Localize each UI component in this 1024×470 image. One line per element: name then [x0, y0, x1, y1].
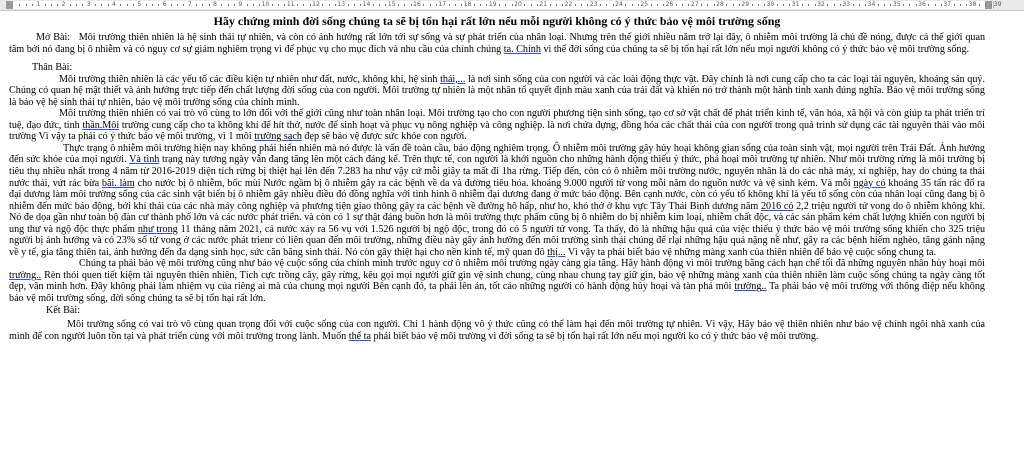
than-bai-paragraph-3: [9, 143, 985, 258]
ruler-dot: [101, 4, 102, 6]
ruler-dot: [385, 4, 386, 6]
spell-mark: thị...: [547, 246, 566, 258]
mo-bai-label: Mở Bài:: [36, 32, 71, 43]
ruler-dot: [322, 4, 323, 6]
ruler-dot: [329, 4, 330, 6]
ruler-dot: [935, 4, 936, 6]
ruler-dot: [682, 4, 683, 6]
ruler-number: 6: [162, 1, 167, 8]
ruler-dot: [19, 4, 20, 6]
ruler-dot: [234, 4, 235, 6]
ruler-number: 5: [137, 1, 142, 8]
ruler-dot: [707, 4, 708, 6]
ruler-left-indent-marker[interactable]: [6, 1, 13, 9]
ruler-dot: [884, 4, 885, 6]
ruler-dot: [777, 4, 778, 6]
ruler-dot: [632, 4, 633, 6]
ruler-dot: [26, 4, 27, 6]
ruler-dot: [171, 4, 172, 6]
ruler-number: 1: [36, 1, 41, 8]
ruler-dot: [966, 4, 967, 6]
ruler-dot: [701, 4, 702, 6]
ruler-number: 3: [86, 1, 91, 8]
p4-text-b: Rèn thói quen tiết kiệm tài nguyên thiên nhiên, Tích cực trồng cây, gây rừng, kêu gọi mọi người giữ gìn vệ sinh chung, cùng nhau chung tay giữ gìn, bảo vệ những màng xanh của thiên nhiên làm cuộc sống chúng ta ngày càng tốt đẹp, văn minh hơn. Đây không phải làm nhiệm vụ của riêng ai mà của chung mọi người Bên cạnh đó, ta phải lên án, tốt cáo những người có hành động hủy hoại và tàn phá môi: [9, 269, 986, 293]
ruler-number: 8: [213, 1, 217, 8]
ruler-number: 38: [968, 1, 977, 8]
spell-mark: như trong: [137, 223, 178, 235]
ruler-dot: [827, 4, 828, 6]
ruler-number: 4: [112, 1, 116, 8]
ruler-dot: [600, 4, 601, 6]
ruler-dot: [562, 4, 563, 6]
document-page[interactable]: [9, 14, 985, 342]
ruler-dot: [979, 4, 980, 6]
ruler-number: 36: [918, 1, 926, 8]
ruler-dot: [430, 4, 431, 6]
p1-text-b: là nơi sinh sống của con người và các loài động thực vật. Đây chính là nơi cung cấp cho ta các loại tài nguyên, khoáng sản quý. Chúng có quan hệ mật thiết và ảnh hưởng trực tiếp đến chất lượng đời sống của con người. Môi trường tự nhiên là một nhân tố quyết định màu xanh của trái đất và khiến nó trở thành một hành tinh xanh đúng nghĩa. Bảo vệ môi trường sống là bảo vệ hệ sinh thái tự nhiên, bảo vệ môi trường sống của chính mình.: [9, 73, 985, 108]
p3-text-e: 2,2 triệu người tử vong do ô nhiễm không khí. Nó đe dọa gần như toàn bộ đàn cư thành phố lớn và các nước phát triển. và còn có 1 sự thật đáng buồn hơn là môi trường thực phẩm cũng bị ô nhiễm do bị nhiễm kim loại, nhiễm chất độc, và các sản phẩm kém chất lượng khiến con người bị ung thư và ngộ độc thực phẩm: [9, 200, 986, 235]
ruler-dot: [941, 4, 942, 6]
ruler-dot: [423, 4, 424, 6]
ruler-number: 30: [766, 1, 775, 8]
ruler-dot: [480, 4, 481, 6]
ruler-number: 7: [187, 1, 192, 8]
ruler-dot: [550, 4, 551, 6]
ruler-dot: [890, 4, 891, 6]
ruler-dot: [556, 4, 557, 6]
ruler-dot: [259, 4, 260, 6]
spell-mark: Và tình: [129, 154, 160, 166]
ruler-dot: [57, 4, 58, 6]
p3-text-a: Thực trạng ô nhiễm môi trường hiện nay không phải hiển nhiên mà nó được là vấn đề toàn cầu, báo động nghiêm trọng. Ô nhiễm môi trường gây hủy hoại không gian sống của toàn sinh vật, mọi người trên Trái Đất. Ảnh hưởng đến sức khỏe của mọi người.: [9, 142, 985, 166]
ruler-dot: [82, 4, 83, 6]
ruler-dot: [284, 4, 285, 6]
horizontal-ruler: [0, 0, 1024, 11]
ruler-number: 28: [716, 1, 724, 8]
mo-bai-paragraph: [9, 32, 985, 55]
p3-text-d: khoảng 35 tấn rác đổ ra đại dương làm môi trường sống của các sinh vật biển bị ô nhiễm gây nhiều điều đó đồng nghĩa với tình hình ô nhiễm đại dương đang ở mức báo động. Bên cạnh nước, còn có yếu tố không khí là yếu tố sống còn của nhân loại cũng đang bị ô nhiễm đến mức báo động, bởi khí thải của các nhà máy công nghiệp và phương tiện giao thông gây ra các bệnh về đường hô hấp, như ho, khó thở ở khu vực Tây Thái Bình dương năm: [9, 177, 986, 212]
ruler-dot: [152, 4, 153, 6]
ruler-dot: [486, 4, 487, 6]
ruler-dot: [954, 4, 955, 6]
than-bai-heading: [9, 62, 985, 74]
ruler-dot: [733, 4, 734, 6]
ruler-dot: [455, 4, 456, 6]
ruler-number: 22: [564, 1, 573, 8]
ruler-number: 13: [337, 1, 346, 8]
ruler-number: 17: [438, 1, 447, 8]
than-bai-paragraph-4: [9, 258, 985, 304]
ruler-dot: [278, 4, 279, 6]
ruler-dot: [146, 4, 147, 6]
p3-text-b: trạng này tương ngày vẫn đang tăng lên một cách đáng kể. Trên thực tế, con người là khởi nguồn cho những hành động thiếu ý thức, phá hoại môi trường tự nhiên. Như môi trường rừng là môi trường bị tiêu thụ nhiều nhất trong 4 năm từ 2016-2019 diện tích rừng bị thiệt hại lên đến 7.283 ha như vậy cứ mỗi giây ta mất đi 1ha rừng. Tiếp đến, còn có ô nhiễm môi trường nước, nguyên nhân là do các nhà máy, xí nghiệp, hay do chúng ta thải nước thải, vứt rác bừa: [9, 154, 986, 189]
ruler-dot: [840, 4, 841, 6]
ruler-number: 27: [690, 1, 699, 8]
spell-mark: ngày có: [853, 177, 886, 189]
ruler-number: 15: [387, 1, 396, 8]
ruler-number: 33: [842, 1, 851, 8]
than-bai-paragraph-2: [9, 108, 985, 143]
ruler-number: 11: [286, 1, 295, 8]
ruler-dot: [209, 4, 210, 6]
ruler-dot: [360, 4, 361, 6]
ruler-number: 29: [741, 1, 750, 8]
ruler-dot: [183, 4, 184, 6]
ruler-dot: [505, 4, 506, 6]
document-title: Hãy chứng minh đời sống chúng ta sẽ bị tổn hại rất lớn nếu mỗi người không có ý thức bảo vệ môi trường sống: [213, 14, 781, 28]
ket-bai-text-b: phải biết bảo vệ môi trường vì đời sống ta sẽ bị tổn hại rất lớn nếu mọi người ko có ý thức bảo vệ môi trường.: [373, 330, 819, 342]
ruler-dot: [253, 4, 254, 6]
ruler-dot: [613, 4, 614, 6]
ruler-dot: [76, 4, 77, 6]
ruler-dot: [45, 4, 46, 6]
p3-text-g: Vì vậy ta phải biết bảo vệ những màng xanh của thiên nhiên để bảo vệ cuộc sống chung ta.: [567, 246, 937, 258]
ruler-dot: [398, 4, 399, 6]
ruler-number: 14: [362, 1, 371, 8]
spell-mark: trường..: [9, 269, 42, 281]
ruler-dot: [404, 4, 405, 6]
ruler-number: 34: [867, 1, 876, 8]
p3-text-c: cho nước bị ô nhiễm, bốc mùi Nước ngầm bị ô nhiễm gây ra các bệnh về da và đường tiêu hóa. khoảng 9.000 người tử vong mỗi năm do nguồn nước và vệ sinh kém. Và mỗi: [137, 177, 851, 189]
ruler-dot: [95, 4, 96, 6]
ruler-dot: [752, 4, 753, 6]
ket-bai-label: Kết Bài:: [46, 304, 81, 316]
p3-text-f: 11 tháng năm 2021, cả nước xảy ra 56 vụ với 1.526 người bị ngộ độc, trong đó có 5 người tử vong. Ta thấy, đó là những hậu quả của việc thiếu ý thức bảo vệ môi trường sống khiến cho 325 triệu người bị ảnh hưởng và có 23% số tử vong ở các nước phát trienr có liên quan đến môi trường, những điều này gây ảnh hưởng đến môi trường sinh thái chúng để rlại những hậu quả nặng nề như, gây ra các bệnh hiểm nghèo, tăng gánh nặng về y tế, gia tăng thiên tai, ảnh hưởng đến đa dạng sinh học, sức căn băng sinh thái. Nó còn gây thiệt hại cho nền kinh tế, mỹ quan đô: [9, 223, 986, 258]
ruler-number: 16: [413, 1, 421, 8]
ket-bai-paragraph: [9, 319, 985, 342]
ruler-dot: [853, 4, 854, 6]
ruler-dot: [70, 4, 71, 6]
ruler-dot: [297, 4, 298, 6]
ruler-dot: [638, 4, 639, 6]
ruler-dot: [865, 4, 866, 6]
ruler-number: 9: [238, 1, 243, 8]
ruler-dot: [909, 4, 910, 6]
ruler-dot: [537, 4, 538, 6]
ruler-dot: [310, 4, 311, 6]
ruler-dot: [158, 4, 159, 6]
ruler-dot: [651, 4, 652, 6]
ruler-dot: [739, 4, 740, 6]
ruler-number: 10: [261, 1, 270, 8]
ruler-dot: [461, 4, 462, 6]
ruler-dot: [581, 4, 582, 6]
p4-text-a: Chúng ta phải bảo vệ môi trường cũng như bảo vệ cuộc sống của chính mình trước nguy cơ ô nhiễm môi trường ngày càng gia tăng. Hãy hành động vì môi trường bằng cách hạn chế tối đã những nguyên nhân hủy hoại môi: [79, 258, 985, 270]
ruler-dot: [985, 4, 986, 6]
ruler-dot: [202, 4, 203, 6]
ruler-number: 37: [943, 1, 952, 8]
ruler-dot: [228, 4, 229, 6]
ruler-dot: [726, 4, 727, 6]
ruler-number: 35: [892, 1, 901, 8]
ruler-dot: [272, 4, 273, 6]
ruler-dot: [499, 4, 500, 6]
ruler-number: 25: [640, 1, 649, 8]
ruler-dot: [657, 4, 658, 6]
mo-bai-text-b: vì thế đời sống của chúng ta sẽ bị tổn hại rất lớn nếu mọi người không có ý thức bảo vệ môi trường sống.: [543, 43, 970, 55]
ruler-number: 23: [589, 1, 598, 8]
ruler-dot: [815, 4, 816, 6]
spell-mark: trường sạch: [254, 131, 302, 143]
ruler-dot: [373, 4, 374, 6]
ruler-dot: [859, 4, 860, 6]
spell-mark: bãi. làm: [101, 177, 135, 189]
ruler-number: 12: [312, 1, 320, 8]
ruler-number: 18: [463, 1, 472, 8]
spell-mark: trường..: [734, 281, 767, 293]
mo-bai-text-a: Môi trường thiên nhiên là hệ sinh thái tự nhiên, và còn có ảnh hưởng rất lớn tới sự sống và sự phát triển của nhân loại. Nhưng trên thế giới nhiều năm trở lại đây, ô nhiễm môi trường là chủ đề nóng, được cả thế giới quan tâm bởi nó đang bị ô nhiễm và có nguy cơ sự giảm nghiêm trọng vì để phục vụ cho mục đích và nhu cầu của chính chúng: [9, 32, 986, 55]
ruler-dot: [606, 4, 607, 6]
ruler-dot: [783, 4, 784, 6]
ruler-dot: [335, 4, 336, 6]
ruler-dot: [789, 4, 790, 6]
p4-text-c: Ta phải bảo vệ môi trường với thông điệp nếu không bảo vệ môi trường sống, đời sống chúng ta sẽ bị tổn hại rất lớn.: [9, 281, 985, 305]
ruler-number: 32: [817, 1, 825, 8]
ruler-number: 21: [539, 1, 548, 8]
than-bai-label: Thân Bài:: [32, 62, 73, 74]
ruler-dot: [625, 4, 626, 6]
p2-text-b: trường cung cấp cho ta không khí để hít thở, nước để sinh hoạt và phục vụ nông nghiệp và công nghiệp. là nơi chứa đựng, đồng hóa các chất thải của con người trong quá trình sử dụng các tài nguyên thải vào môi trường Vì vậy ta phải có ý thức bảo vệ môi trường, vì 1 môi: [9, 119, 985, 143]
ruler-number: 39: [993, 1, 1002, 8]
ruler-dot: [133, 4, 134, 6]
ruler-dot: [524, 4, 525, 6]
ruler-dot: [531, 4, 532, 6]
ruler-dot: [512, 4, 513, 6]
spell-mark: 2016 có: [760, 200, 794, 212]
ruler-number: 31: [791, 1, 800, 8]
than-bai-paragraph-1: [9, 74, 985, 109]
p2-text-c: đẹp sẽ bảo vệ được sức khỏe con người.: [304, 131, 467, 143]
ruler-dot: [916, 4, 917, 6]
ruler-dot: [587, 4, 588, 6]
ruler-dot: [834, 4, 835, 6]
ruler-number: 26: [665, 1, 674, 8]
ruler-dot: [676, 4, 677, 6]
ruler-dot: [928, 4, 929, 6]
ruler-number: 2: [61, 1, 66, 8]
spell-mark: ta. Chính: [503, 43, 541, 55]
ruler-dot: [575, 4, 576, 6]
spell-mark: thái,...: [440, 73, 466, 85]
ruler-dot: [120, 4, 121, 6]
ruler-dot: [354, 4, 355, 6]
ruler-dot: [177, 4, 178, 6]
ruler-dot: [808, 4, 809, 6]
ruler-dot: [32, 4, 33, 6]
ruler-dot: [449, 4, 450, 6]
ket-bai-text-a: Môi trường sống có vai trò vô cùng quan trọng đối với cuộc sống của con người. Chỉ 1 hành động vô ý thức cũng có thể làm hại đến môi trường tự nhiên. Vì vậy, Hãy bảo vệ thiên nhiên như bảo vệ chính ngôi nhà xanh của mình để con người luôn tồn tại và phát triển cùng với môi trường trong lành. Muốn: [9, 319, 985, 342]
ruler-dot: [714, 4, 715, 6]
ruler-dot: [878, 4, 879, 6]
p1-text-a: Môi trường thiên nhiên là các yếu tố các điều kiện tự nhiên như đất, nước, không khí, hệ sinh: [59, 73, 438, 85]
ruler-dot: [196, 4, 197, 6]
ruler-dot: [474, 4, 475, 6]
ruler-dot: [903, 4, 904, 6]
ruler-dot: [127, 4, 128, 6]
ruler-number: 19: [488, 1, 497, 8]
ruler-dot: [108, 4, 109, 6]
ruler-dot: [379, 4, 380, 6]
ruler-number: 20: [514, 1, 522, 8]
ruler-dot: [221, 4, 222, 6]
spell-mark: thế ta: [348, 330, 371, 342]
ruler-dot: [688, 4, 689, 6]
ruler-dot: [991, 4, 992, 6]
spell-mark: thần.Môi: [82, 119, 120, 131]
ruler-dot: [247, 4, 248, 6]
ruler-dot: [764, 4, 765, 6]
p2-text-a: Môi trường thiên nhiên có vai trò vô cùng to lớn đối với thế giới cũng như toàn nhân loại. Môi trường tạo cho con người phương tiện sinh sống, tạo cơ sở vật chất để phát triển kinh tế, văn hóa, xã hội và còn giúp ta phát triển trí tuệ, đạo đức, tinh: [9, 108, 985, 131]
ruler-number: 24: [615, 1, 623, 8]
ruler-dot: [411, 4, 412, 6]
ruler-dot: [663, 4, 664, 6]
ket-bai-heading: [9, 305, 985, 317]
ruler-dot: [51, 4, 52, 6]
ruler-dot: [348, 4, 349, 6]
ruler-dot: [303, 4, 304, 6]
ruler-dot: [802, 4, 803, 6]
ruler-dot: [960, 4, 961, 6]
ruler-dot: [758, 4, 759, 6]
ruler-dot: [436, 4, 437, 6]
